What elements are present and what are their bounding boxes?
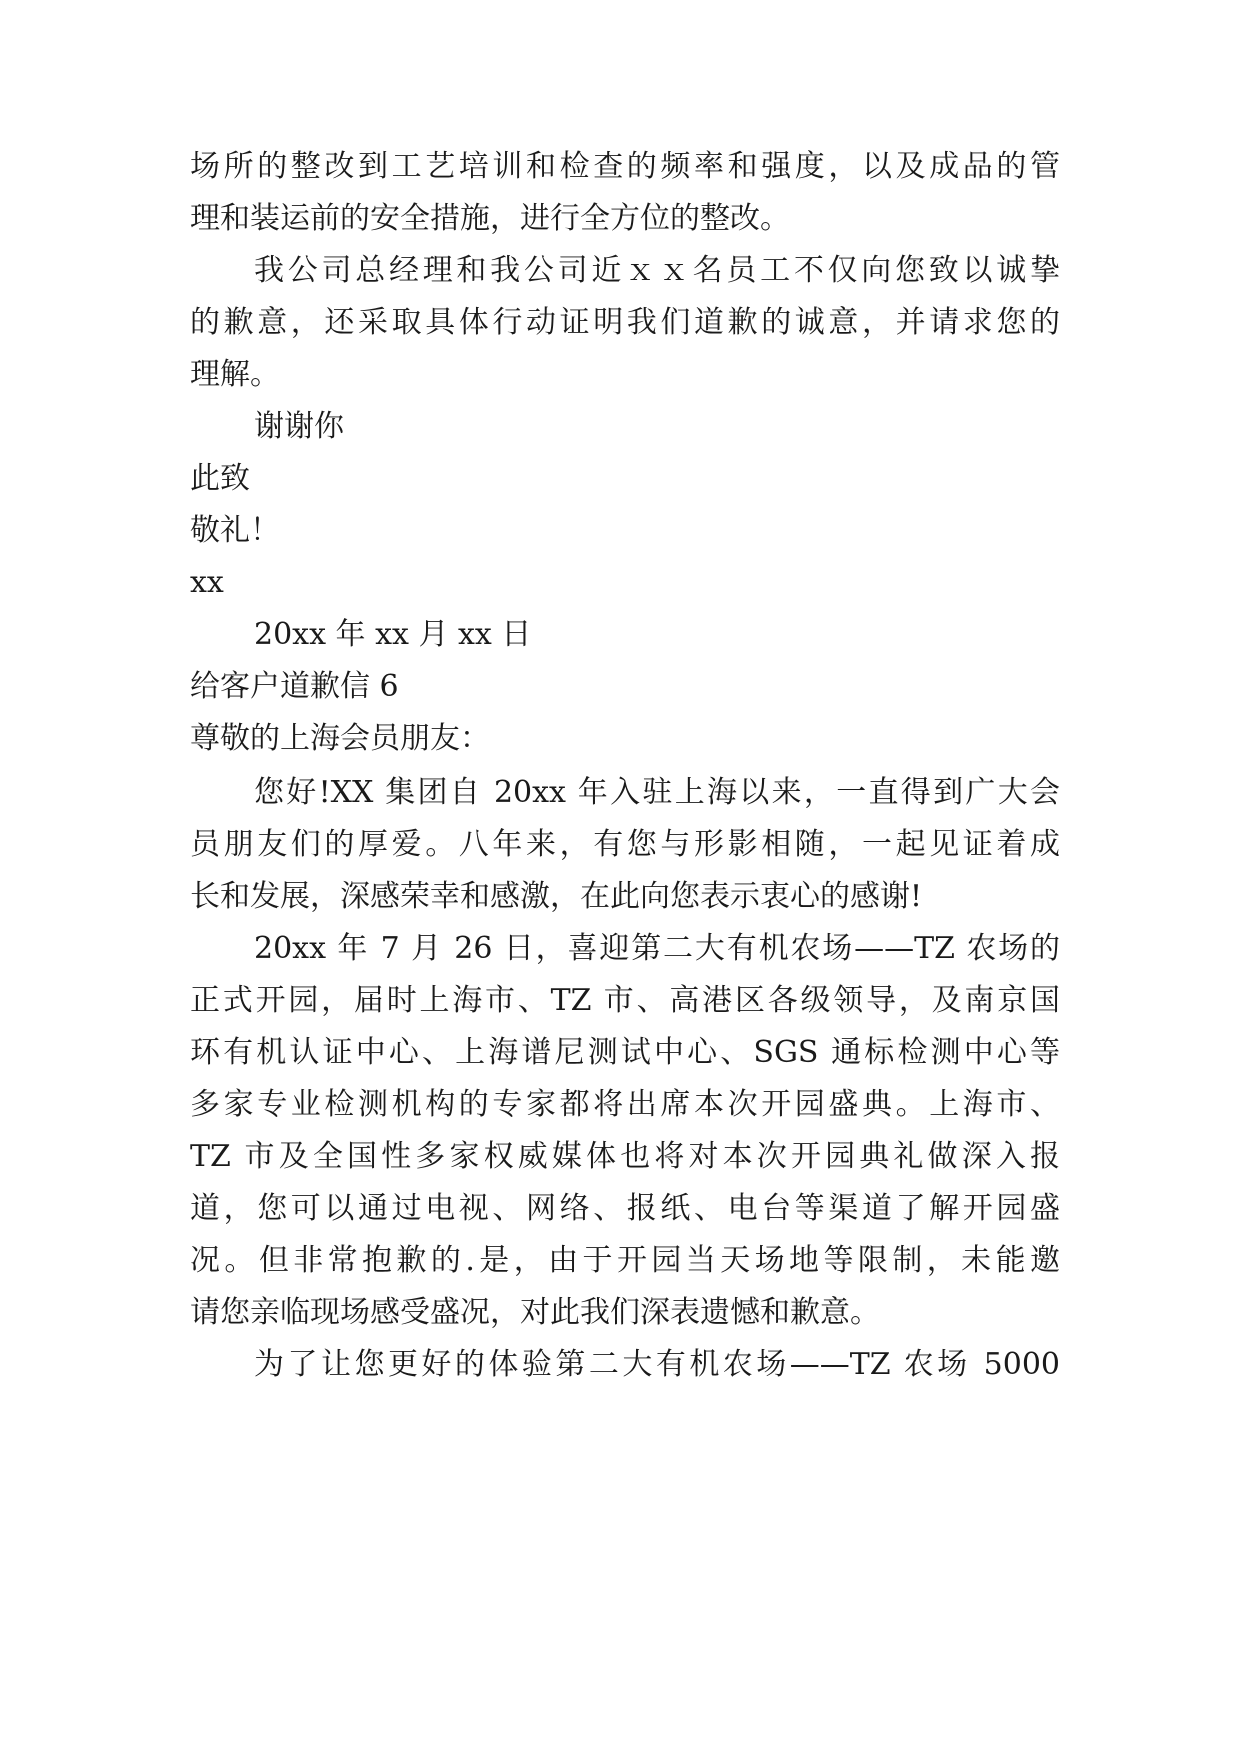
closing-salutation: 此致 — [190, 461, 250, 496]
paragraph-line: 环有机认证中心、上海谱尼测试中心、SGS 通标检测中心等 — [190, 1035, 1060, 1070]
signature-date: 20xx 年 xx 月 xx 日 — [254, 617, 532, 652]
paragraph-line: 理解。 — [190, 357, 280, 392]
closing-respect: 敬礼！ — [190, 513, 280, 548]
paragraph-line: 请您亲临现场感受盛况，对此我们深表遗憾和歉意。 — [190, 1295, 880, 1330]
signature-name: xx — [190, 565, 224, 600]
paragraph-line: 道，您可以通过电视、网络、报纸、电台等渠道了解开园盛 — [190, 1191, 1060, 1226]
paragraph-line: 况。但非常抱歉的.是，由于开园当天场地等限制，未能邀 — [190, 1243, 1060, 1278]
paragraph-line: 的歉意，还采取具体行动证明我们道歉的诚意，并请求您的 — [190, 305, 1060, 340]
paragraph-line: 为了让您更好的体验第二大有机农场——TZ 农场 5000 — [254, 1347, 1060, 1382]
paragraph-line: 我公司总经理和我公司近ｘｘ名员工不仅向您致以诚挚 — [254, 253, 1060, 288]
closing-thanks: 谢谢你 — [254, 409, 344, 444]
paragraph-line: 正式开园，届时上海市、TZ 市、高港区各级领导，及南京国 — [190, 983, 1060, 1018]
paragraph-line: 长和发展，深感荣幸和感激，在此向您表示衷心的感谢! — [190, 879, 923, 914]
section-heading: 给客户道歉信 6 — [190, 669, 399, 704]
paragraph-line: 20xx 年 7 月 26 日，喜迎第二大有机农场——TZ 农场的 — [254, 931, 1060, 966]
paragraph-line: 多家专业检测机构的专家都将出席本次开园盛典。上海市、 — [190, 1087, 1060, 1122]
paragraph-line: 员朋友们的厚爱。八年来，有您与形影相随，一起见证着成 — [190, 827, 1060, 862]
paragraph-line: 您好!XX 集团自 20xx 年入驻上海以来，一直得到广大会 — [254, 775, 1060, 810]
paragraph-line: 场所的整改到工艺培训和检查的频率和强度，以及成品的管 — [190, 149, 1060, 184]
paragraph-line: 理和装运前的安全措施，进行全方位的整改。 — [190, 201, 790, 236]
letter-greeting: 尊敬的上海会员朋友： — [190, 721, 490, 756]
paragraph-line: TZ 市及全国性多家权威媒体也将对本次开园典礼做深入报 — [190, 1139, 1060, 1174]
